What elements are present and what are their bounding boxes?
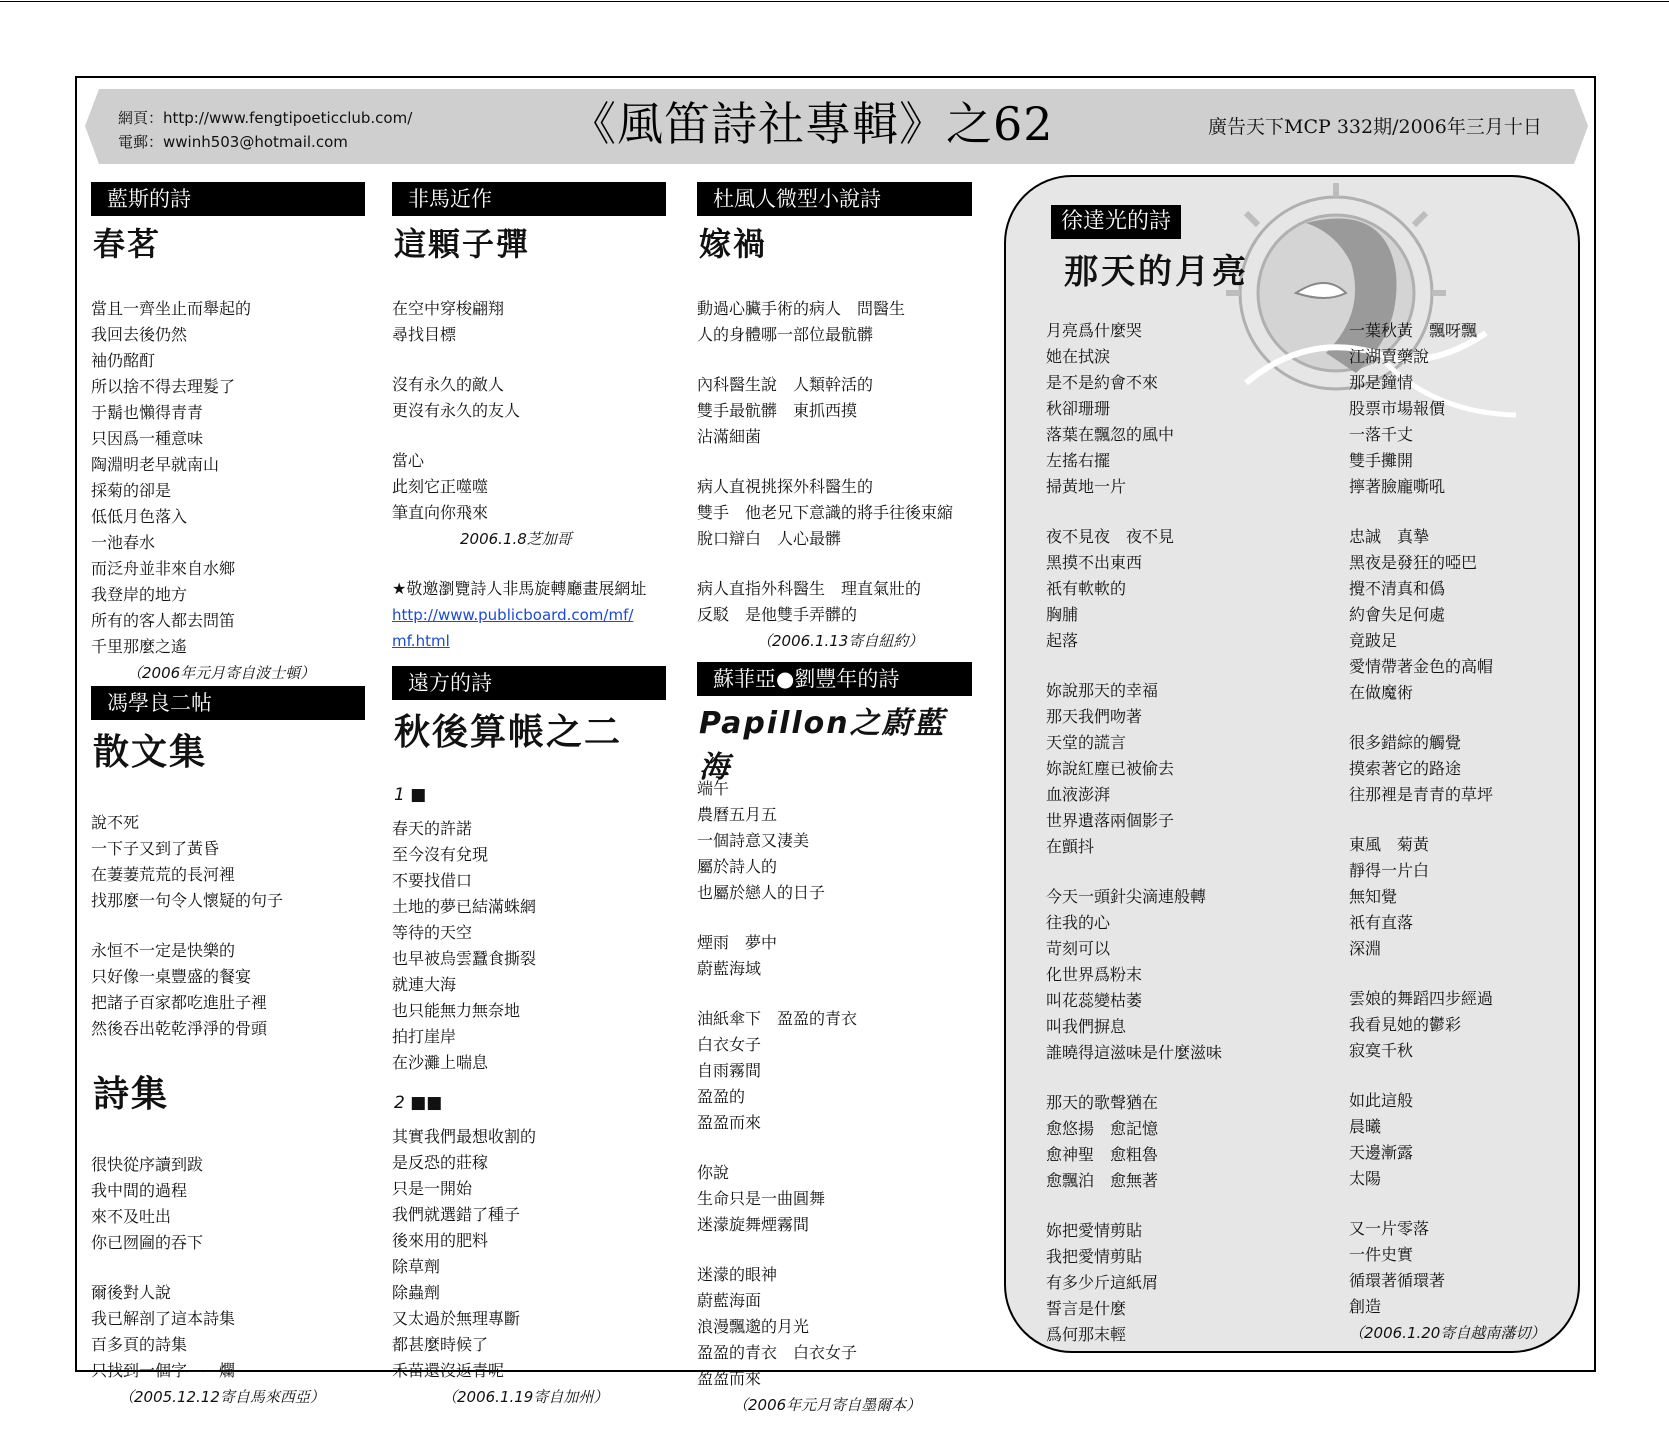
poem-line: 我登岸的地方	[91, 585, 188, 604]
poem-title-qiuhousuanzhang: 秋後算帳之二	[394, 712, 623, 753]
poem-line: 只是一開始	[392, 1179, 473, 1198]
poem-line: 煙雨 夢中	[697, 933, 778, 952]
poem-body-jiahuo	[697, 296, 972, 628]
poem-line: 說不死	[91, 813, 140, 832]
poem-line: 蔚藍海域	[697, 959, 762, 978]
poem-line: 叫我們摒息	[1046, 1017, 1127, 1036]
poem-signature: （2006.1.20寄自越南藩切）	[1349, 1324, 1546, 1342]
poem-line: 筆直向你飛來	[392, 503, 489, 522]
poem-line: 約會失足何處	[1349, 605, 1446, 624]
poem-line: 春天的許諾	[392, 819, 473, 838]
poem-line: 落葉在飄忽的風中	[1046, 425, 1175, 444]
stanza-gap	[91, 1256, 365, 1280]
poem-line: 股票市場報價	[1349, 399, 1446, 418]
poem-line: 她在拭淚	[1046, 347, 1111, 366]
poem-line: 靜得一片白	[1349, 861, 1430, 880]
poem-line: 擰著臉龐嘶吼	[1349, 477, 1446, 496]
poem-line: 夜不見夜 夜不見	[1046, 527, 1175, 546]
poem-line: 當心	[392, 451, 425, 470]
stanza-gap	[1046, 860, 1316, 884]
poem-line: 江湖賣藥說	[1349, 347, 1430, 366]
header-email: 電郵：wwinh503@hotmail.com	[118, 133, 348, 151]
poem-line: 我們就選錯了種子	[392, 1205, 521, 1224]
stanza-gap	[697, 552, 972, 576]
poem-line: 永恒不一定是快樂的	[91, 941, 236, 960]
poem-line: 所有的客人都去問笛	[91, 611, 236, 630]
poem-body-sanwenji	[91, 810, 365, 1042]
poem-line: 又太過於無理專斷	[392, 1309, 521, 1328]
poem-line: 一下子又到了黃昏	[91, 839, 220, 858]
poem-line: 一件史實	[1349, 1245, 1414, 1264]
stanza-gap	[1046, 1194, 1316, 1218]
poem-line: 也屬於戀人的日子	[697, 883, 826, 902]
stanza-gap	[697, 982, 972, 1006]
section-bar-dufengren: 杜風人微型小說詩	[697, 182, 972, 216]
poem-line: 攪不清真和僞	[1349, 579, 1446, 598]
poem-line: 禾苗還沒返青呢	[392, 1361, 505, 1380]
poem-line: 蔚藍海面	[697, 1291, 762, 1310]
poem-line: 你已囫圇的吞下	[91, 1233, 204, 1252]
poem-line: 至今沒有兌現	[392, 845, 489, 864]
poem-line: 拍打崖岸	[392, 1027, 457, 1046]
stanza-gap	[1349, 808, 1569, 832]
poem-line: 盈盈的青衣 白衣女子	[697, 1343, 858, 1362]
exhibit-link-2[interactable]: mf.html	[392, 632, 450, 650]
poem-line: 竟跛足	[1349, 631, 1398, 650]
poem-line: 那天的歌聲猶在	[1046, 1093, 1159, 1112]
poem-line: 愈悠揚 愈記憶	[1046, 1119, 1159, 1138]
stanza-gap	[1046, 654, 1316, 678]
poem-signature: （2006年元月寄自波士頓）	[127, 664, 316, 682]
stanza-gap	[1349, 1192, 1569, 1216]
poem-line: 祇有直落	[1349, 913, 1414, 932]
stanza-gap	[1046, 1066, 1316, 1090]
poem-line: 妳說紅塵已被偷去	[1046, 759, 1175, 778]
column-2	[392, 182, 666, 1410]
poem-line: 那天我們吻著	[1046, 707, 1143, 726]
poem-line: 在顫抖	[1046, 837, 1095, 856]
poem-line: 苛刻可以	[1046, 939, 1111, 958]
poem-line: 無知覺	[1349, 887, 1398, 906]
section-bar-lansi: 藍斯的詩	[91, 182, 365, 216]
poem-signature: （2006年元月寄自墨爾本）	[733, 1396, 922, 1414]
poem-line: 盈盈而來	[697, 1369, 762, 1388]
poem-line: 千里那麼之遙	[91, 637, 188, 656]
poem-line: 血液澎湃	[1046, 785, 1111, 804]
poem-line: 病人直視挑探外科醫生的	[697, 477, 874, 496]
poem-line: 又一片零落	[1349, 1219, 1430, 1238]
stanza-gap	[1349, 962, 1569, 986]
poem-line: 秋卻珊珊	[1046, 399, 1111, 418]
poem-line: 低低月色落入	[91, 507, 188, 526]
poem-line: 愈飄泊 愈無著	[1046, 1171, 1159, 1190]
stanza-gap	[1046, 500, 1316, 524]
poem-line: 如此這般	[1349, 1091, 1414, 1110]
poem-line: 往我的心	[1046, 913, 1111, 932]
poem-line: 掃黃地一片	[1046, 477, 1127, 496]
section-number-1: 1 ■	[394, 785, 427, 805]
section-number-2: 2 ■■	[394, 1093, 443, 1113]
poem-line: 尋找目標	[392, 325, 457, 344]
poem-line: 你說	[697, 1163, 730, 1182]
poem-body-chunming	[91, 296, 365, 660]
poem-body-zhekezidan	[392, 296, 666, 526]
poem-line: 一池春水	[91, 533, 156, 552]
poem-line: 雲娘的舞蹈四步經過	[1349, 989, 1494, 1008]
poem-line: 迷濛的眼神	[697, 1265, 778, 1284]
poem-title-jiahuo: 嫁禍	[699, 225, 768, 263]
poem-line: 後來用的肥料	[392, 1231, 489, 1250]
header-contact	[118, 106, 412, 154]
poem-line: 袖仍酩酊	[91, 351, 156, 370]
poem-line: 起落	[1046, 631, 1079, 650]
stanza-gap	[392, 424, 666, 448]
poem-line: 一葉秋黃 飄呀飄	[1349, 321, 1478, 340]
poem-line: 今天一頭針尖滴連般轉	[1046, 887, 1207, 906]
stanza-gap	[392, 348, 666, 372]
poem-line: 天堂的謊言	[1046, 733, 1127, 752]
poem-body-part-2	[392, 1124, 666, 1384]
poem-line: 百多頁的詩集	[91, 1335, 188, 1354]
poem-line: 忠誠 真摯	[1349, 527, 1430, 546]
poem-line: 只因爲一種意味	[91, 429, 204, 448]
poem-line: 太陽	[1349, 1169, 1382, 1188]
poem-line: 晨曦	[1349, 1117, 1382, 1136]
panel-poem-left	[1046, 318, 1316, 1348]
poem-line: 等待的天空	[392, 923, 473, 942]
poem-title-natiandeyueliang: 那天的月亮	[1064, 252, 1249, 292]
poem-line: 愛情帶著金色的高帽	[1349, 657, 1494, 676]
poem-line: 循環著循環著	[1349, 1271, 1446, 1290]
poem-line: 于鬍也懶得青青	[91, 403, 204, 422]
poem-line: 左搖右擺	[1046, 451, 1111, 470]
poem-line: 誰曉得這滋味是什麼滋味	[1046, 1043, 1223, 1062]
poem-line: 一落千丈	[1349, 425, 1414, 444]
poem-line: 只找到一個字——爛	[91, 1361, 236, 1380]
poem-line: 病人直指外科醫生 理直氣壯的	[697, 579, 922, 598]
poem-line: 然後吞出乾乾淨淨的骨頭	[91, 1019, 268, 1038]
poem-line: 我已解剖了這本詩集	[91, 1309, 236, 1328]
poem-line: 不要找借口	[392, 871, 473, 890]
poem-line: 來不及吐出	[91, 1207, 172, 1226]
stanza-gap	[91, 914, 365, 938]
poem-title-shiji: 詩集	[93, 1074, 170, 1115]
poem-line: 端午	[697, 779, 730, 798]
poem-line: 此刻它正噬噬	[392, 477, 489, 496]
panel-poem-right	[1349, 318, 1569, 1346]
poem-line: 農曆五月五	[697, 805, 778, 824]
poem-line: 把諸子百家都吃進肚子裡	[91, 993, 268, 1012]
poem-signature: （2006.1.13寄自紐約）	[757, 632, 924, 650]
poem-line: 屬於詩人的	[697, 857, 778, 876]
poem-line: 我回去後仍然	[91, 325, 188, 344]
stanza-gap	[1349, 500, 1569, 524]
poem-line: 化世界爲粉末	[1046, 965, 1143, 984]
poem-signature: 2006.1.8芝加哥	[460, 530, 572, 548]
poem-line: 反駁 是他雙手弄髒的	[697, 605, 858, 624]
poem-line: 世界遺落兩個影子	[1046, 811, 1175, 830]
poem-line: 油紙傘下 盈盈的青衣	[697, 1009, 858, 1028]
poem-line: 誓言是什麼	[1046, 1299, 1127, 1318]
section-bar-sufeiya: 蘇菲亞●劉豐年的詩	[697, 662, 972, 696]
poem-line: 沒有永久的敵人	[392, 375, 505, 394]
poem-line: 脫口辯白 人心最髒	[697, 529, 842, 548]
poem-line: 只好像一桌豐盛的餐宴	[91, 967, 252, 986]
poem-line: 有多少斤這紙屑	[1046, 1273, 1159, 1292]
poem-line: 我看見她的鬱彩	[1349, 1015, 1462, 1034]
poem-line: 土地的夢已結滿蛛網	[392, 897, 537, 916]
poem-line: 而泛舟並非來自水鄉	[91, 559, 236, 578]
poem-line: 那是鐘情	[1349, 373, 1414, 392]
poem-line: 爾後對人說	[91, 1283, 172, 1302]
poem-body-part-1	[392, 816, 666, 1076]
poem-title-chunming: 春茗	[93, 225, 162, 263]
poem-line: 創造	[1349, 1297, 1382, 1316]
column-1	[91, 182, 365, 1410]
poem-line: 更沒有永久的友人	[392, 401, 521, 420]
issue-info: 廣告天下MCP 332期/2006年三月十日	[1208, 116, 1542, 138]
poem-line: 很多錯綜的觸覺	[1349, 733, 1462, 752]
poem-line: 迷濛旋舞煙霧間	[697, 1215, 810, 1234]
poem-line: 我把愛情剪貼	[1046, 1247, 1143, 1266]
poem-line: 在空中穿梭翩翔	[392, 299, 505, 318]
poem-line: 在萋萋荒荒的長河裡	[91, 865, 236, 884]
poem-line: 採菊的卻是	[91, 481, 172, 500]
poem-line: 妳說那天的幸福	[1046, 681, 1159, 700]
poem-line: 是不是約會不來	[1046, 373, 1159, 392]
poem-line: 也只能無力無奈地	[392, 1001, 521, 1020]
page-title: 《風笛詩社專輯》之62	[570, 97, 1054, 151]
poem-line: 黑摸不出東西	[1046, 553, 1143, 572]
poem-line: 除蟲劑	[392, 1283, 441, 1302]
poem-line: 妳把愛情剪貼	[1046, 1221, 1143, 1240]
poem-line: 爲何那末輕	[1046, 1325, 1127, 1344]
poem-line: 祇有軟軟的	[1046, 579, 1127, 598]
top-rule	[0, 1, 1669, 2]
poem-line: 也早被烏雲蠶食撕裂	[392, 949, 537, 968]
poem-line: 很快從序讀到跋	[91, 1155, 204, 1174]
poem-line: 雙手攤開	[1349, 451, 1414, 470]
poem-line: 白衣女子	[697, 1035, 762, 1054]
column-3	[697, 182, 972, 1418]
poem-line: 是反恐的莊稼	[392, 1153, 489, 1172]
poem-line: 雙手 他老兄下意識的將手往後束縮	[697, 503, 954, 522]
poem-line: 往那裡是青青的草坪	[1349, 785, 1494, 804]
poem-line: 沾滿細菌	[697, 427, 762, 446]
poem-line: 找那麼一句令人懷疑的句子	[91, 891, 284, 910]
poem-line: 寂寞千秋	[1349, 1041, 1414, 1060]
poem-line: 盈盈的	[697, 1087, 746, 1106]
stanza-gap	[1349, 1064, 1569, 1088]
stanza-gap	[697, 1136, 972, 1160]
poem-line: 浪漫飄邈的月光	[697, 1317, 810, 1336]
poem-line: 月亮爲什麼哭	[1046, 321, 1143, 340]
stanza-gap	[697, 348, 972, 372]
poem-line: 黑夜是發狂的啞巴	[1349, 553, 1478, 572]
poem-line: 人的身體哪一部位最骯髒	[697, 325, 874, 344]
poem-line: 生命只是一曲圓舞	[697, 1189, 826, 1208]
poem-line: 深淵	[1349, 939, 1382, 958]
poem-line: 內科醫生說 人類幹活的	[697, 375, 874, 394]
section-bar-yuanfang: 遠方的詩	[392, 666, 666, 700]
poem-line: 我中間的過程	[91, 1181, 188, 1200]
poem-signature: （2006.1.19寄自加州）	[442, 1388, 609, 1406]
poem-line: 在沙灘上喘息	[392, 1053, 489, 1072]
poem-line: 動過心臟手術的病人 問醫生	[697, 299, 906, 318]
poem-line: 一個詩意又淒美	[697, 831, 810, 850]
section-bar-feima: 非馬近作	[392, 182, 666, 216]
poem-line: 除草劑	[392, 1257, 441, 1276]
poem-body-papillon	[697, 776, 972, 1392]
poem-line: 自雨霧間	[697, 1061, 762, 1080]
poem-signature: （2005.12.12寄自馬來西亞）	[119, 1388, 325, 1406]
stanza-gap	[697, 906, 972, 930]
poem-line: 其實我們最想收割的	[392, 1127, 537, 1146]
poem-title-sanwenji: 散文集	[93, 732, 208, 773]
poem-line: 叫花蕊變枯萎	[1046, 991, 1143, 1010]
poem-line: 當且一齊坐止而舉起的	[91, 299, 252, 318]
poem-line: 胸脯	[1046, 605, 1079, 624]
poem-line: 陶淵明老早就南山	[91, 455, 220, 474]
exhibit-link-1[interactable]: http://www.publicboard.com/mf/	[392, 606, 634, 624]
section-bar-fengxueliang: 馮學良二帖	[91, 686, 365, 720]
header-web: 網頁：http://www.fengtipoeticclub.com/	[118, 109, 413, 127]
poem-line: 在做魔術	[1349, 683, 1414, 702]
stanza-gap	[697, 450, 972, 474]
poem-line: 天邊漸露	[1349, 1143, 1414, 1162]
poem-title-zhekezidan: 這顆子彈	[394, 225, 531, 263]
poem-body-shiji	[91, 1152, 365, 1384]
poem-line: 雙手最骯髒 東抓西摸	[697, 401, 858, 420]
poem-line: 愈神聖 愈粗魯	[1046, 1145, 1159, 1164]
section-bar-xudaguang: 徐達光的詩	[1051, 205, 1181, 239]
poem-line: 就連大海	[392, 975, 457, 994]
poem-line: 東風 菊黃	[1349, 835, 1430, 854]
poem-line: 盈盈而來	[697, 1113, 762, 1132]
exhibit-notice: ★敬邀瀏覽詩人非馬旋轉廳畫展網址	[392, 579, 647, 598]
poem-title-papillon: Papillon之蔚藍海	[699, 706, 946, 785]
poem-line: 都甚麼時候了	[392, 1335, 489, 1354]
stanza-gap	[1349, 706, 1569, 730]
poem-line: 所以捨不得去理髮了	[91, 377, 236, 396]
stanza-gap	[697, 1238, 972, 1262]
poem-line: 摸索著它的路途	[1349, 759, 1462, 778]
